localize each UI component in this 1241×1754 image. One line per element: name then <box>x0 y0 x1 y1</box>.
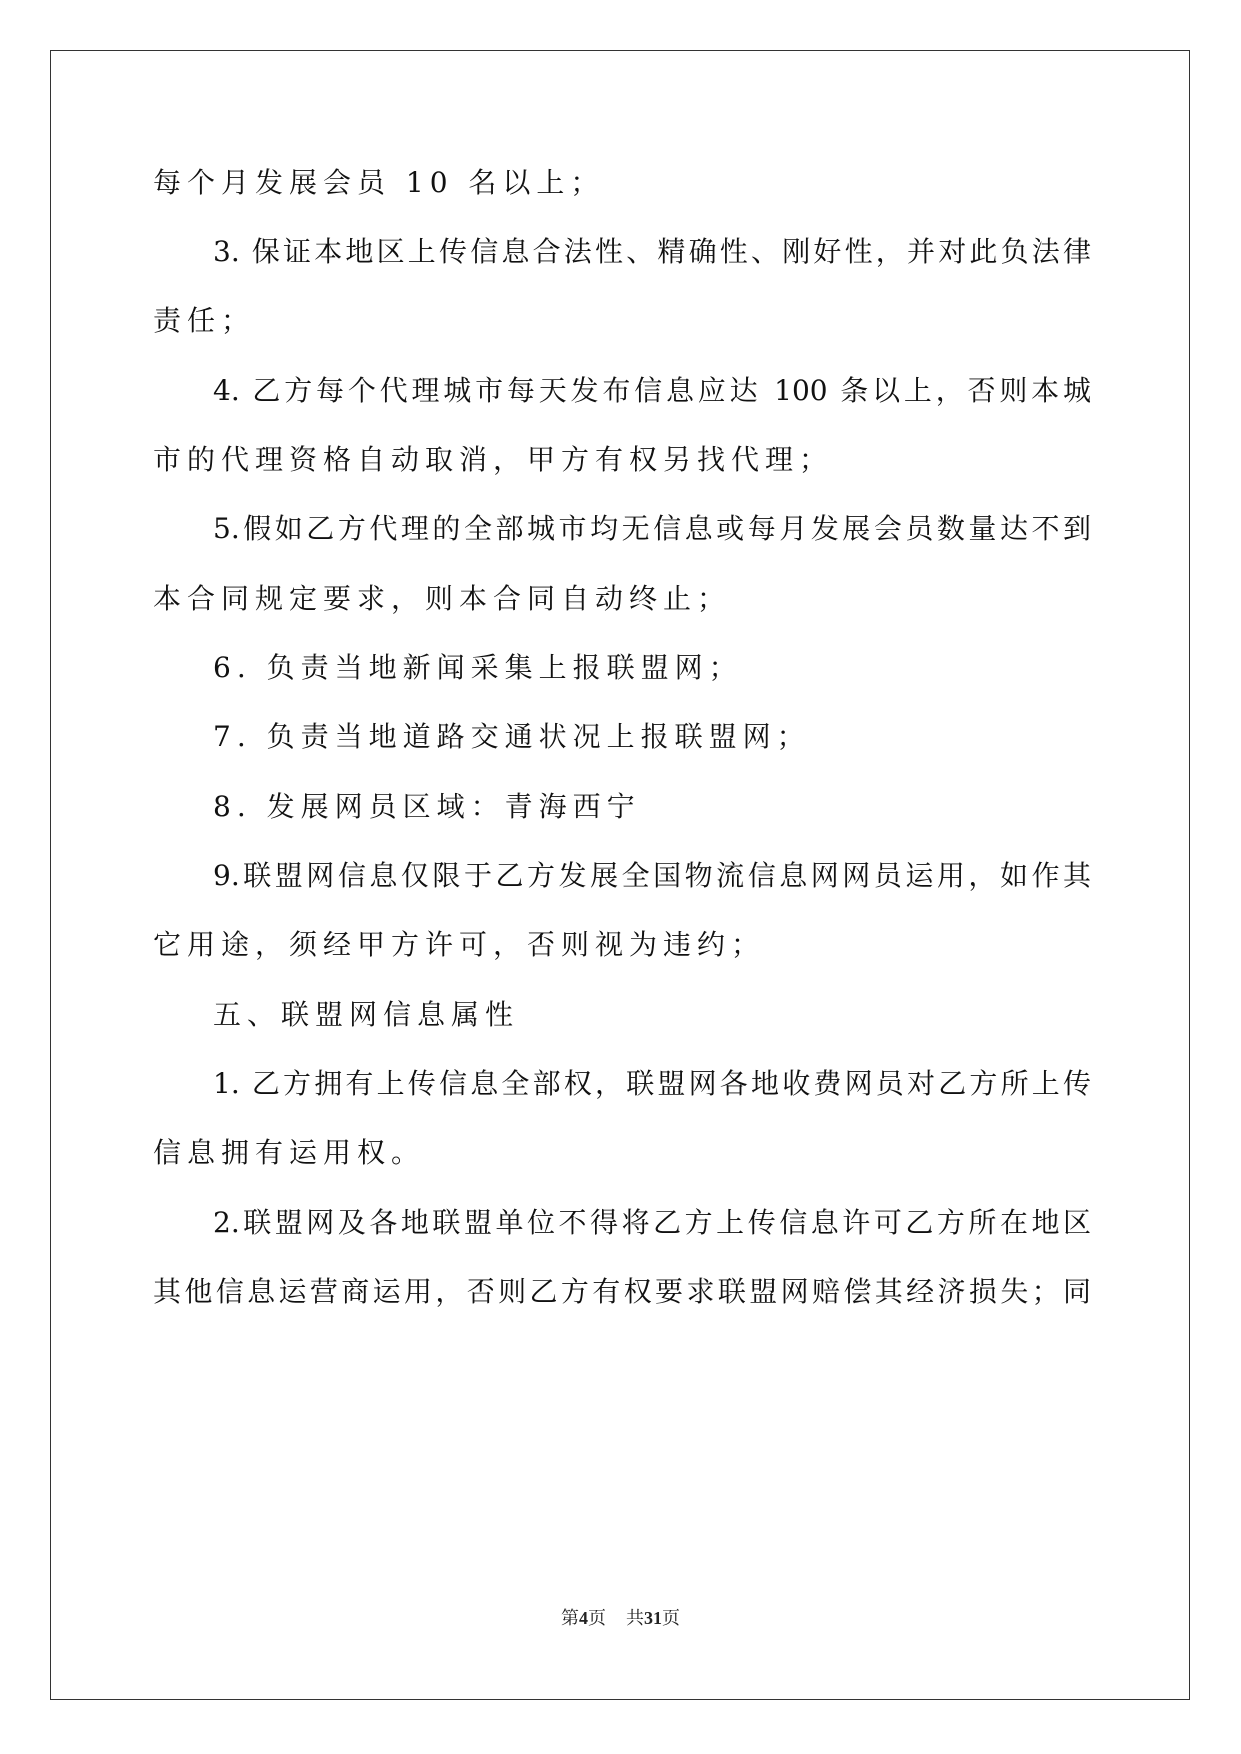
page-number: 4 <box>579 1608 588 1628</box>
text-line-17: 其他信息运营商运用，否则乙方有权要求联盟网赔偿其经济损失；同 <box>153 1275 1091 1308</box>
text-line-5: 市的代理资格自动取消，甲方有权另找代理； <box>153 443 834 476</box>
text-line-1: 每个月发展会员 10 名以上； <box>153 166 605 199</box>
total-suffix: 页 <box>662 1608 680 1628</box>
text-line-3: 责任； <box>153 304 256 337</box>
text-line-9: 7. 负责当地道路交通状况上报联盟网； <box>213 720 811 753</box>
page-prefix: 第 <box>561 1608 579 1628</box>
text-line-16: 2.联盟网及各地联盟单位不得将乙方上传信息许可乙方所在地区 <box>213 1206 1091 1239</box>
text-line-4: 4. 乙方每个代理城市每天发布信息应达 100 条以上，否则本城 <box>213 374 1091 407</box>
total-pages: 31 <box>644 1608 662 1628</box>
text-line-8: 6. 负责当地新闻采集上报联盟网； <box>213 651 743 684</box>
page-suffix: 页 <box>588 1608 606 1628</box>
text-line-14: 1. 乙方拥有上传信息全部权，联盟网各地收费网员对乙方所上传 <box>213 1067 1091 1100</box>
text-line-12: 它用途，须经甲方许可，否则视为违约； <box>153 928 766 961</box>
page-footer <box>0 1604 1241 1630</box>
text-line-6: 5.假如乙方代理的全部城市均无信息或每月发展会员数量达不到 <box>213 512 1091 545</box>
total-prefix: 共 <box>626 1608 644 1628</box>
text-line-10: 8. 发展网员区域：青海西宁 <box>213 790 641 823</box>
text-line-2: 3. 保证本地区上传信息合法性、精确性、刚好性，并对此负法律 <box>213 235 1091 268</box>
text-line-11: 9.联盟网信息仅限于乙方发展全国物流信息网网员运用，如作其 <box>213 859 1091 892</box>
text-line-15: 信息拥有运用权。 <box>153 1136 426 1169</box>
text-line-7: 本合同规定要求，则本合同自动终止； <box>153 582 732 615</box>
section-heading: 五、联盟网信息属性 <box>213 998 520 1031</box>
